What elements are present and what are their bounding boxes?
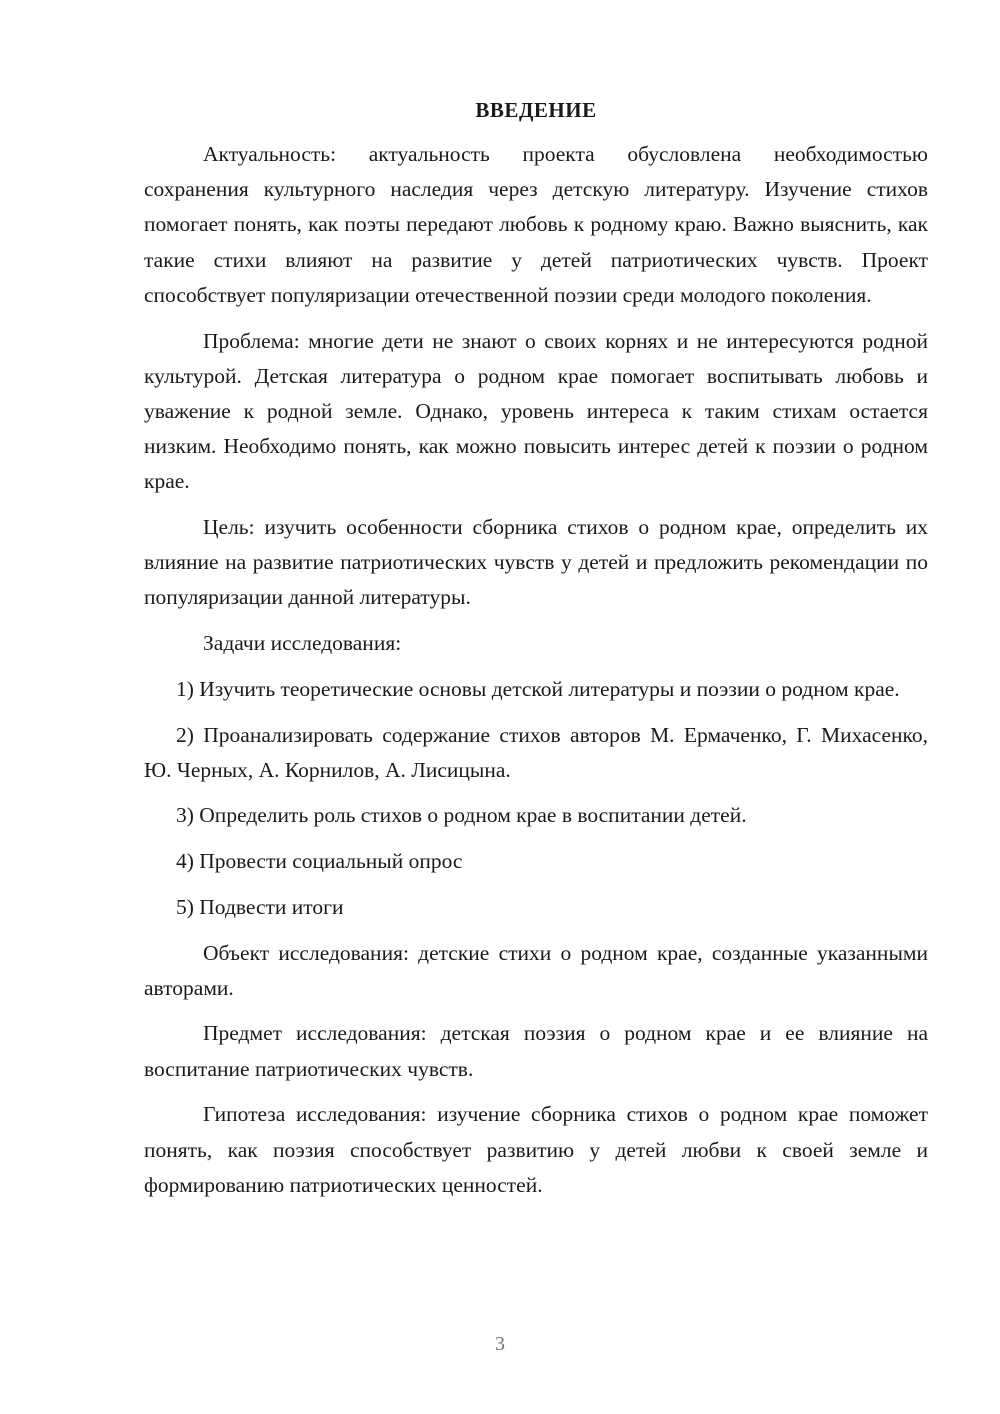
object-paragraph: Объект исследования: детские стихи о родном крае, созданные указанными авторами. xyxy=(144,940,928,1000)
hypothesis-paragraph: Гипотеза исследования: изучение сборника стихов о родном крае поможет понять, как поэзия способствует развитию у детей любви к своей земле и формированию патриотических ценностей. xyxy=(144,1102,928,1197)
section-heading: ВВЕДЕНИЕ xyxy=(475,98,597,122)
task-item-1: 1) Изучить теоретические основы детской литературы и поэзии о родном крае. xyxy=(176,676,900,701)
task-item-5: 5) Подвести итоги xyxy=(176,894,344,919)
page-number: 3 xyxy=(495,1333,505,1355)
tasks-heading: Задачи исследования: xyxy=(203,631,402,656)
relevance-paragraph: Актуальность: актуальность проекта обусловлена необходимостью сохранения культурного наследия через детскую литературу. Изучение стихов помогает понять, как поэты передают любовь к родному краю. Важно выяснить, как такие стихи влияют на развитие у детей патриотических чувств. Проект способствует популяризации отечественной поэзии среди молодого поколения. xyxy=(144,142,928,307)
goal-paragraph: Цель: изучить особенности сборника стихов о родном крае, определить их влияние на развитие патриотических чувств у детей и предложить рекомендации по популяризации данной литературы. xyxy=(144,515,928,610)
task-item-3: 3) Определить роль стихов о родном крае в воспитании детей. xyxy=(176,803,747,828)
problem-paragraph: Проблема: многие дети не знают о своих корнях и не интересуются родной культурой. Детская литература о родном крае помогает воспитывать любовь и уважение к родной земле. Однако, уровень интереса к таким стихам остается низким. Необходимо понять, как можно повысить интерес детей к поэзии о родном крае. xyxy=(144,328,928,494)
document-page xyxy=(144,95,928,1203)
subject-paragraph: Предмет исследования: детская поэзия о родном крае и ее влияние на воспитание патриотических чувств. xyxy=(144,1021,928,1081)
task-item-2: 2) Проанализировать содержание стихов авторов М. Ермаченко, Г. Михасенко, Ю. Черных, А. Корнилов, А. Лисицына. xyxy=(144,722,928,782)
task-item-4: 4) Провести социальный опрос xyxy=(176,849,463,874)
